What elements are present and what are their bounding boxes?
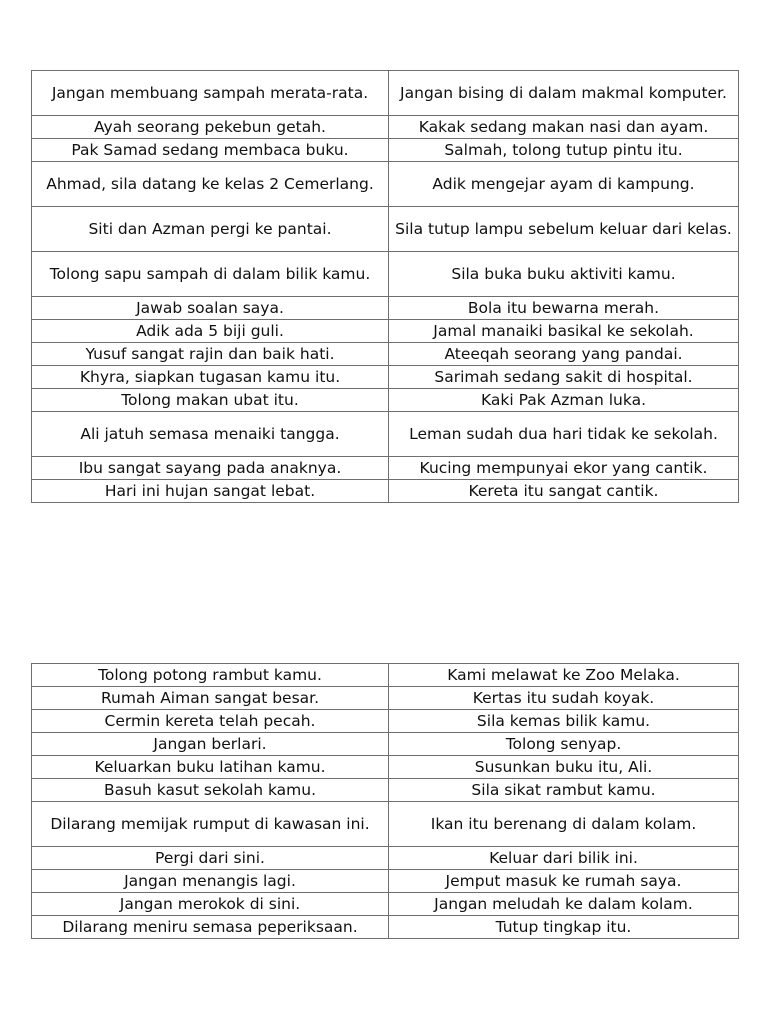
table-cell: Kereta itu sangat cantik. [389, 480, 739, 503]
table-cell: Leman sudah dua hari tidak ke sekolah. [389, 412, 739, 457]
table-cell: Ateeqah seorang yang pandai. [389, 343, 739, 366]
table-cell: Sila tutup lampu sebelum keluar dari kelas. [389, 207, 739, 252]
table-cell: Sila kemas bilik kamu. [389, 710, 739, 733]
table-cell: Jawab soalan saya. [32, 297, 389, 320]
table-cell: Jangan berlari. [32, 733, 389, 756]
table-row [32, 252, 739, 297]
table-row [32, 710, 739, 733]
table-cell: Adik ada 5 biji guli. [32, 320, 389, 343]
table-row [32, 297, 739, 320]
table-cell: Kaki Pak Azman luka. [389, 389, 739, 412]
table-row [32, 457, 739, 480]
table-cell: Tutup tingkap itu. [389, 916, 739, 939]
table-cell: Hari ini hujan sangat lebat. [32, 480, 389, 503]
table-cell: Dilarang memijak rumput di kawasan ini. [32, 802, 389, 847]
sentence-table-top [31, 70, 739, 503]
table-row [32, 779, 739, 802]
table-row [32, 802, 739, 847]
table-row [32, 366, 739, 389]
table-cell: Susunkan buku itu, Ali. [389, 756, 739, 779]
table-cell: Sila buka buku aktiviti kamu. [389, 252, 739, 297]
table-cell: Dilarang meniru semasa peperiksaan. [32, 916, 389, 939]
table-cell: Khyra, siapkan tugasan kamu itu. [32, 366, 389, 389]
table-cell: Sila sikat rambut kamu. [389, 779, 739, 802]
table-cell: Cermin kereta telah pecah. [32, 710, 389, 733]
table-row [32, 71, 739, 116]
table-cell: Jangan merokok di sini. [32, 893, 389, 916]
table-cell: Jangan bising di dalam makmal komputer. [389, 71, 739, 116]
table-row [32, 207, 739, 252]
table-cell: Kami melawat ke Zoo Melaka. [389, 664, 739, 687]
table-cell: Jangan membuang sampah merata-rata. [32, 71, 389, 116]
table-row [32, 733, 739, 756]
table-cell: Adik mengejar ayam di kampung. [389, 162, 739, 207]
table-cell: Bola itu bewarna merah. [389, 297, 739, 320]
table-row [32, 116, 739, 139]
table-cell: Kakak sedang makan nasi dan ayam. [389, 116, 739, 139]
table-cell: Pak Samad sedang membaca buku. [32, 139, 389, 162]
table-cell: Kertas itu sudah koyak. [389, 687, 739, 710]
table-row [32, 687, 739, 710]
table-row [32, 412, 739, 457]
table-row [32, 139, 739, 162]
table-cell: Tolong senyap. [389, 733, 739, 756]
table-cell: Ahmad, sila datang ke kelas 2 Cemerlang. [32, 162, 389, 207]
table-row [32, 389, 739, 412]
table-cell: Jemput masuk ke rumah saya. [389, 870, 739, 893]
table-cell: Ali jatuh semasa menaiki tangga. [32, 412, 389, 457]
table-cell: Jangan menangis lagi. [32, 870, 389, 893]
table-row [32, 480, 739, 503]
table-row [32, 870, 739, 893]
table-cell: Jamal manaiki basikal ke sekolah. [389, 320, 739, 343]
table-row [32, 847, 739, 870]
table-cell: Yusuf sangat rajin dan baik hati. [32, 343, 389, 366]
table-cell: Basuh kasut sekolah kamu. [32, 779, 389, 802]
table-row [32, 893, 739, 916]
table-cell: Siti dan Azman pergi ke pantai. [32, 207, 389, 252]
table-cell: Ayah seorang pekebun getah. [32, 116, 389, 139]
table-cell: Keluar dari bilik ini. [389, 847, 739, 870]
sentence-table-bottom [31, 663, 739, 939]
table-cell: Sarimah sedang sakit di hospital. [389, 366, 739, 389]
table-row [32, 916, 739, 939]
table-row [32, 162, 739, 207]
table-cell: Ibu sangat sayang pada anaknya. [32, 457, 389, 480]
table-cell: Tolong makan ubat itu. [32, 389, 389, 412]
table-row [32, 343, 739, 366]
table-cell: Kucing mempunyai ekor yang cantik. [389, 457, 739, 480]
table-cell: Salmah, tolong tutup pintu itu. [389, 139, 739, 162]
table-cell: Ikan itu berenang di dalam kolam. [389, 802, 739, 847]
table-cell: Tolong potong rambut kamu. [32, 664, 389, 687]
table-cell: Keluarkan buku latihan kamu. [32, 756, 389, 779]
table-row [32, 320, 739, 343]
table-row [32, 756, 739, 779]
table-cell: Pergi dari sini. [32, 847, 389, 870]
table-cell: Rumah Aiman sangat besar. [32, 687, 389, 710]
table-row [32, 664, 739, 687]
table-cell: Tolong sapu sampah di dalam bilik kamu. [32, 252, 389, 297]
table-cell: Jangan meludah ke dalam kolam. [389, 893, 739, 916]
